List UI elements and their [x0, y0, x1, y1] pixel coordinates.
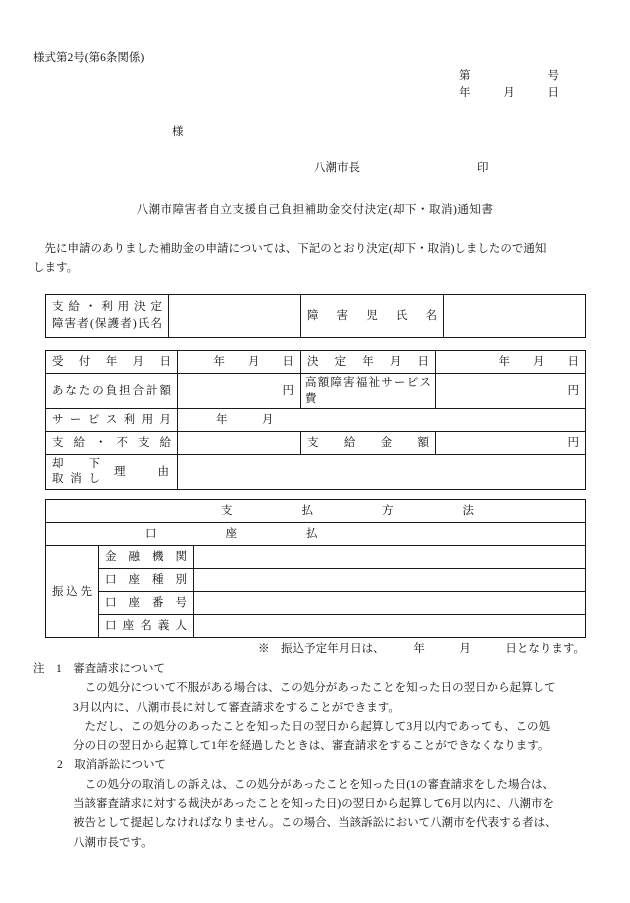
- payment-method-header: 支 払 方 法: [46, 500, 586, 523]
- addressee-line: [172, 124, 597, 141]
- notes-section: [33, 660, 597, 853]
- burden-total-value: 円: [178, 374, 301, 409]
- note-line: 分の日の翌日から起算して1年を経過したときは、審査請求をすることができなくなります。: [73, 740, 550, 753]
- grant-amount-label: 支給金額: [301, 432, 436, 455]
- service-month-label: サービス利用月: [46, 409, 178, 432]
- issuer-name: 八潮市長: [314, 162, 360, 174]
- table-row: [46, 432, 586, 455]
- account-holder-value: [194, 615, 586, 638]
- table-row: [46, 409, 586, 432]
- note-line: この処分について不服がある場合は、この処分があったことを知った日の翌日から起算して: [73, 682, 556, 695]
- table-row: [46, 351, 586, 374]
- table-row: [46, 500, 586, 523]
- table-row: [46, 592, 586, 615]
- payment-method-table: [45, 499, 586, 638]
- grantee-name-label: 支給・利用決定 障害者(保護者)氏名: [46, 295, 169, 338]
- bank-label: 金融機関: [99, 546, 194, 569]
- table-row: [46, 615, 586, 638]
- grant-decision-value: [178, 432, 301, 455]
- document-date-line: [459, 85, 559, 102]
- addressee-honorific: 様: [172, 126, 184, 138]
- child-name-value: [444, 295, 586, 338]
- highcost-service-label: 高額障害福祉サービス費: [301, 374, 436, 409]
- grantee-name-value: [169, 295, 301, 338]
- receipt-date-label: 受付年月日: [46, 351, 178, 374]
- note-line: 八潮市長です。: [73, 836, 153, 849]
- grant-decision-label: 支給・不支給: [46, 432, 178, 455]
- rejection-reason-label: 却下 取消し 理由: [46, 455, 178, 490]
- decision-table: [45, 350, 586, 490]
- recipient-table: [45, 294, 586, 338]
- rejection-reason-value: [178, 455, 586, 490]
- table-row: [46, 523, 586, 546]
- doc-number-prefix: 第: [459, 70, 471, 82]
- date-month-label: 月: [503, 87, 515, 99]
- table-row: [46, 569, 586, 592]
- account-number-value: [194, 592, 586, 615]
- note-line: ただし、この処分のあったことを知った日の翌日から起算して3月以内であっても、この処: [73, 720, 551, 733]
- table-row: [46, 295, 586, 338]
- table-row: [46, 546, 586, 569]
- bank-value: [194, 546, 586, 569]
- issuer-line: [314, 160, 597, 177]
- account-number-label: 口座番号: [99, 592, 194, 615]
- note-line: 2 取消訴訟について: [57, 759, 167, 772]
- account-holder-label: 口座名義人: [99, 615, 194, 638]
- date-day-label: 日: [547, 87, 559, 99]
- note-line: 注 1 審査請求について: [33, 663, 166, 675]
- body-line: します。: [33, 262, 79, 274]
- body-line: 先に申請のありました補助金の申請については、下記のとおり決定(却下・取消)しましたので通知: [33, 243, 547, 255]
- account-type-label: 口座種別: [99, 569, 194, 592]
- transfer-destination-label: 振込先: [46, 546, 99, 638]
- decision-date-value: 年 月 日: [436, 351, 586, 374]
- form-number: 様式第2号(第6条関係): [33, 52, 145, 64]
- transfer-schedule-note: ※ 振込予定年月日は、 年 月 日となります。: [258, 643, 585, 655]
- receipt-date-value: 年 月 日: [178, 351, 301, 374]
- highcost-service-value: 円: [436, 374, 586, 409]
- doc-number-suffix: 号: [547, 70, 559, 82]
- document-number-line: [459, 68, 559, 85]
- account-type-value: [194, 569, 586, 592]
- grant-amount-value: 円: [436, 432, 586, 455]
- table-row: [46, 455, 586, 490]
- document-number-block: [33, 68, 597, 102]
- note-line: この処分の取消しの訴えは、この処分があったことを知った日(1の審査請求をした場合は、: [73, 778, 554, 791]
- note-line: 被告として提起しなければなりません。この場合、当該訴訟において八潮市を代表する者は、: [73, 817, 557, 830]
- date-year-label: 年: [459, 87, 471, 99]
- body-paragraph: [33, 240, 597, 278]
- table-row: [46, 374, 586, 409]
- document-title: 八潮市障害者自立支援自己負担補助金交付決定(却下・取消)通知書: [136, 204, 494, 216]
- account-payment-label: 口座払: [46, 523, 586, 546]
- seal-mark: 印: [477, 162, 489, 174]
- service-month-value: 年 月: [178, 409, 586, 432]
- decision-date-label: 決定年月日: [301, 351, 436, 374]
- burden-total-label: あなたの負担合計額: [46, 374, 178, 409]
- child-name-label: 障害児氏名: [301, 295, 444, 338]
- note-line: 3月以内に、八潮市長に対して審査請求をすることができます。: [73, 701, 400, 714]
- note-line: 当該審査請求に対する裁決があったことを知った日)の翌日から起算して6月以内に、八潮市を: [73, 798, 554, 811]
